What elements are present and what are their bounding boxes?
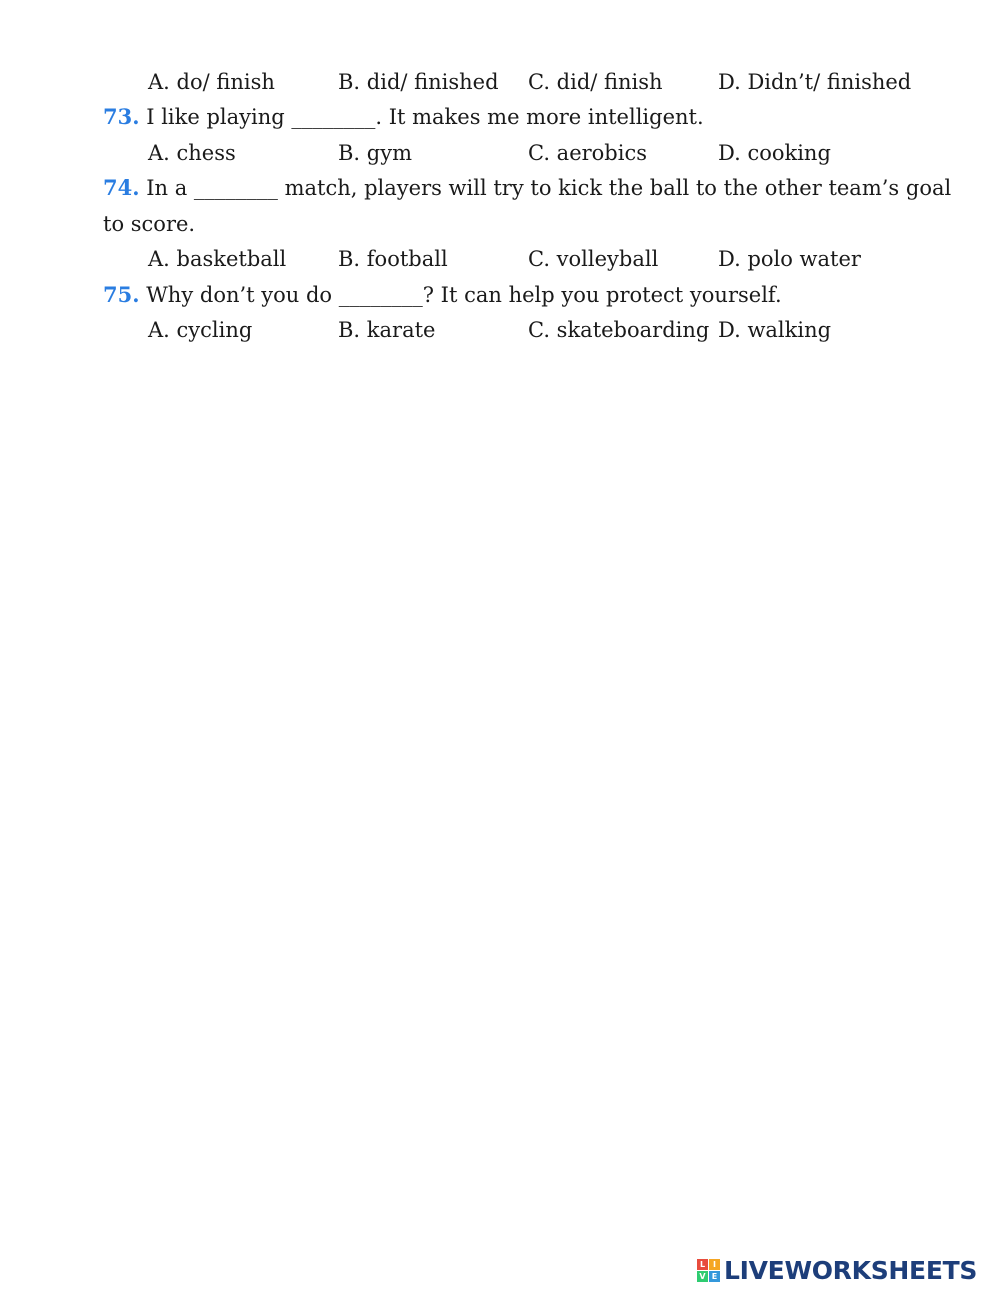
q74-option-b[interactable]: B. football	[338, 247, 448, 271]
logo-mark-tile: V	[697, 1271, 708, 1282]
logo-mark-tile: L	[697, 1259, 708, 1270]
question-text: I like playing ________. It makes me more intelligent.	[139, 105, 704, 129]
q73-option-d[interactable]: D. cooking	[718, 141, 831, 165]
q75-option-c[interactable]: C. skateboarding	[528, 318, 710, 342]
q75-option-d[interactable]: D. walking	[718, 318, 832, 342]
question-number: 73.	[103, 104, 140, 129]
question-74-stem	[103, 175, 951, 201]
question-75-stem	[103, 282, 782, 308]
q75-option-a[interactable]: A. cycling	[148, 318, 253, 342]
question-number: 75.	[103, 282, 140, 307]
question-74-stem-continued: to score.	[103, 212, 196, 236]
q72-option-b[interactable]: B. did/ finished	[338, 70, 499, 94]
q74-option-d[interactable]: D. polo water	[718, 247, 861, 271]
logo-mark-tile: I	[709, 1259, 720, 1270]
q75-option-b[interactable]: B. karate	[338, 318, 436, 342]
question-text: In a ________ match, players will try to kick the ball to the other team’s goal	[139, 176, 952, 200]
q72-option-d[interactable]: D. Didn’t/ finished	[718, 70, 912, 94]
liveworksheets-logo[interactable]	[697, 1255, 977, 1285]
logo-mark-tile: E	[709, 1271, 720, 1282]
q73-option-a[interactable]: A. chess	[148, 141, 236, 165]
q74-option-a[interactable]: A. basketball	[148, 247, 287, 271]
question-text: Why don’t you do ________? It can help you protect yourself.	[139, 283, 782, 307]
logo-text: LIVEWORKSHEETS	[724, 1255, 978, 1285]
question-73-stem	[103, 104, 704, 130]
logo-mark-icon	[697, 1259, 720, 1282]
q74-option-c[interactable]: C. volleyball	[528, 247, 659, 271]
question-number: 74.	[103, 175, 140, 200]
q72-option-a[interactable]: A. do/ finish	[148, 70, 275, 94]
q72-option-c[interactable]: C. did/ finish	[528, 70, 663, 94]
q73-option-c[interactable]: C. aerobics	[528, 141, 647, 165]
q73-option-b[interactable]: B. gym	[338, 141, 413, 165]
